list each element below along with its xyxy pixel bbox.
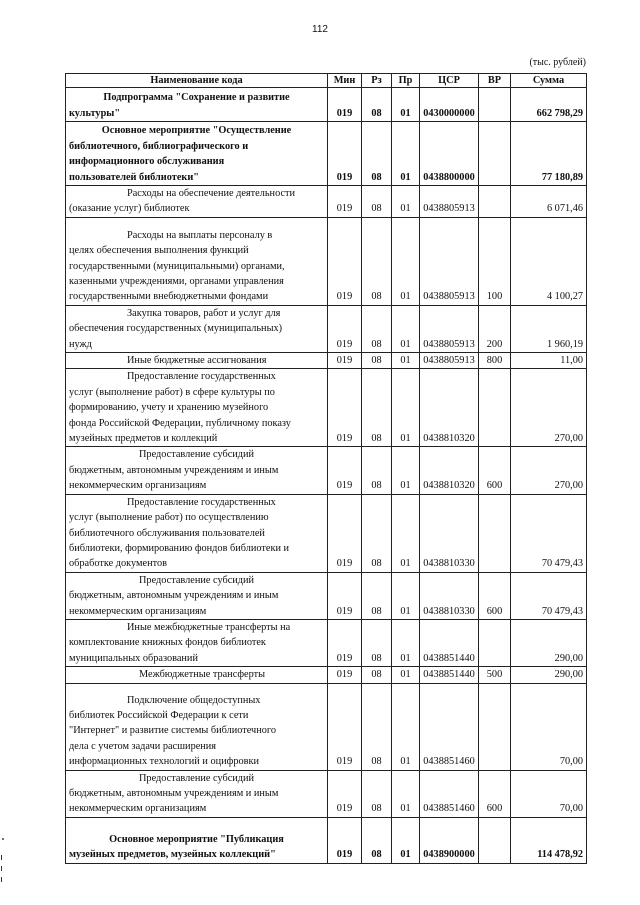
cell-pr: 01 [392,683,420,770]
cell-rz: 08 [362,353,392,369]
row-name [66,572,328,619]
cell-min: 019 [328,353,362,369]
cell-pr: 01 [392,619,420,666]
cell-min: 019 [328,88,362,122]
row-name-line: библиотек Российской Федерации к сети [69,709,249,721]
cell-min: 019 [328,494,362,572]
cell-pr: 01 [392,369,420,447]
row-name [66,494,328,572]
cell-rz: 08 [362,683,392,770]
cell-csr: 0438810330 [420,494,479,572]
cell-csr: 0438805913 [420,305,479,352]
table-row [66,217,587,305]
table-row [66,88,587,122]
cell-min: 019 [328,817,362,863]
cell-csr: 0438810320 [420,369,479,447]
row-name-line: Расходы на обеспечение деятельности [127,188,296,199]
row-name-line: комплектование книжных фондов библиотек [69,637,266,649]
cell-rz: 08 [362,770,392,817]
row-name [66,369,328,447]
cell-vr: 600 [479,770,511,817]
cell-csr: 0438851460 [420,770,479,817]
binding-mark [1,866,2,871]
cell-min: 019 [328,122,362,186]
table-row [66,369,587,447]
cell-sum: 270,00 [511,447,587,494]
budget-table [65,73,587,864]
table-row [66,572,587,619]
cell-pr: 01 [392,572,420,619]
table-row [66,619,587,666]
binding-marks [1,855,5,888]
cell-rz: 08 [362,88,392,122]
cell-rz: 08 [362,369,392,447]
cell-pr: 01 [392,88,420,122]
row-name-line: муниципальных образований [69,652,198,664]
cell-rz: 08 [362,186,392,218]
cell-csr: 0438810320 [420,447,479,494]
cell-rz: 08 [362,122,392,186]
cell-vr [479,369,511,447]
scan-mark [2,838,4,840]
row-name-line: Иные межбюджетные трансферты на [127,621,291,633]
row-name-line: информационного обслуживания [69,156,225,168]
cell-min: 019 [328,447,362,494]
table-row [66,494,587,572]
row-name-line: Иные бюджетные ассигнования [127,355,267,367]
row-name-line: обработке документов [69,558,167,570]
row-name-line: Предоставление государственных [127,496,276,508]
cell-pr: 01 [392,770,420,817]
cell-csr: 0438805913 [420,186,479,218]
table-row [66,353,587,369]
row-name-line: библиотечного обслуживания пользователей [69,527,265,539]
cell-vr [479,122,511,186]
row-name-line: музейных предметов, музейных коллекций" [69,849,276,861]
row-name-line: Предоставление субсидий [139,574,255,586]
header-min: Мин [328,74,362,88]
row-name-line: Расходы на выплаты персоналу в [127,229,273,241]
cell-pr: 01 [392,353,420,369]
row-name-line: услуг (выполнение работ) в сфере культуры по [69,386,275,398]
row-name-line: дела с учетом задачи расширения [69,740,217,752]
row-name [66,217,328,305]
header-csr: ЦСР [420,74,479,88]
row-name-line: библиотеки, формированию фондов библиотеки и [69,542,290,554]
cell-min: 019 [328,186,362,218]
row-name-line: целях обеспечения выполнения функций [69,245,249,257]
cell-sum: 662 798,29 [511,88,587,122]
table-row [66,667,587,683]
cell-pr: 01 [392,305,420,352]
cell-pr: 01 [392,494,420,572]
header-name: Наименование кода [66,74,328,88]
cell-pr: 01 [392,667,420,683]
cell-csr: 0438800000 [420,122,479,186]
row-name-line: (оказание услуг) библиотек [69,203,190,215]
cell-sum: 70,00 [511,683,587,770]
row-name [66,122,328,186]
cell-rz: 08 [362,619,392,666]
row-name-line: бюджетным, автономным учреждениям и иным [69,787,279,799]
cell-rz: 08 [362,494,392,572]
row-name-line: нужд [69,338,92,350]
cell-min: 019 [328,369,362,447]
cell-csr: 0438810330 [420,572,479,619]
binding-mark [1,877,2,882]
cell-min: 019 [328,572,362,619]
cell-vr: 600 [479,572,511,619]
row-name [66,447,328,494]
row-name-line: культуры" [69,107,121,119]
table-row [66,817,587,863]
header-row [66,74,587,88]
row-name-line: Подпрограмма "Сохранение и развитие [103,92,290,104]
row-name-line: "Интернет" и развитие системы библиотечного [69,725,277,737]
cell-rz: 08 [362,217,392,305]
cell-sum: 70,00 [511,770,587,817]
cell-sum: 11,00 [511,353,587,369]
row-name-line: обеспечения государственных (муниципальных) [69,323,283,335]
cell-sum: 6 071,46 [511,186,587,218]
cell-csr: 0430000000 [420,88,479,122]
row-name-line: информационных технологий и оцифровки [69,756,259,768]
header-vr: ВР [479,74,511,88]
row-name-line: некоммерческим организациям [69,803,207,815]
table-row [66,683,587,770]
row-name-line: Предоставление субсидий [139,449,255,461]
row-name-line: формированию, учету и хранению музейного [69,402,269,414]
row-name-line: музейных предметов и коллекций [69,433,218,445]
cell-vr [479,88,511,122]
row-name [66,619,328,666]
cell-vr [479,619,511,666]
row-name-line: некоммерческим организациям [69,480,207,492]
row-name-line: Межбюджетные трансферты [139,669,266,681]
cell-min: 019 [328,217,362,305]
cell-rz: 08 [362,447,392,494]
cell-rz: 08 [362,817,392,863]
cell-sum: 70 479,43 [511,572,587,619]
cell-vr [479,683,511,770]
cell-sum: 114 478,92 [511,817,587,863]
cell-pr: 01 [392,217,420,305]
row-name-line: некоммерческим организациям [69,605,207,617]
row-name-line: бюджетным, автономным учреждениям и иным [69,590,279,602]
cell-sum: 70 479,43 [511,494,587,572]
row-name [66,186,328,218]
cell-csr: 0438900000 [420,817,479,863]
units-label: (тыс. рублей) [529,57,586,68]
table-row [66,447,587,494]
cell-vr [479,186,511,218]
row-name-line: пользователей библиотеки" [69,171,199,183]
cell-vr [479,494,511,572]
header-rz: Рз [362,74,392,88]
row-name-line: казенными учреждениями, органами управления [69,276,284,287]
cell-min: 019 [328,305,362,352]
cell-csr: 0438851460 [420,683,479,770]
row-name-line: Предоставление субсидий [139,772,255,784]
page-number: 112 [312,24,328,35]
cell-pr: 01 [392,186,420,218]
row-name-line: Подключение общедоступных [127,694,261,706]
cell-min: 019 [328,619,362,666]
table-row [66,305,587,352]
row-name-line: государственными (муниципальными) органами, [69,260,285,272]
header-pr: Пр [392,74,420,88]
row-name [66,353,328,369]
row-name-line: бюджетным, автономным учреждениям и иным [69,464,279,476]
cell-rz: 08 [362,667,392,683]
cell-sum: 290,00 [511,619,587,666]
cell-vr: 200 [479,305,511,352]
cell-pr: 01 [392,817,420,863]
cell-rz: 08 [362,572,392,619]
row-name-line: библиотечного, библиографического и [69,140,249,152]
row-name-line: Основное мероприятие "Осуществление [101,125,292,137]
row-name [66,683,328,770]
table-row [66,186,587,218]
cell-vr: 500 [479,667,511,683]
cell-pr: 01 [392,447,420,494]
row-name [66,88,328,122]
binding-mark [1,855,2,860]
row-name-line: Основное мероприятие "Публикация [109,833,284,845]
cell-vr: 600 [479,447,511,494]
table-row [66,122,587,186]
cell-csr: 0438851440 [420,619,479,666]
row-name-line: услуг (выполнение работ) по осуществлению [69,512,269,524]
row-name-line: Предоставление государственных [127,371,276,383]
cell-sum: 270,00 [511,369,587,447]
cell-min: 019 [328,683,362,770]
cell-sum: 290,00 [511,667,587,683]
row-name-line: фонда Российской Федерации, публичному показу [69,417,291,429]
row-name-line: Закупка товаров, работ и услуг для [127,307,281,319]
row-name-line: государственными внебюджетными фондами [69,291,269,303]
cell-sum: 4 100,27 [511,217,587,305]
cell-min: 019 [328,770,362,817]
row-name [66,770,328,817]
row-name [66,305,328,352]
cell-sum: 1 960,19 [511,305,587,352]
row-name [66,667,328,683]
cell-sum: 77 180,89 [511,122,587,186]
cell-vr: 800 [479,353,511,369]
cell-pr: 01 [392,122,420,186]
cell-vr: 100 [479,217,511,305]
table-row [66,770,587,817]
row-name [66,817,328,863]
cell-min: 019 [328,667,362,683]
cell-csr: 0438805913 [420,217,479,305]
header-sum: Сумма [511,74,587,88]
cell-vr [479,817,511,863]
cell-rz: 08 [362,305,392,352]
cell-csr: 0438805913 [420,353,479,369]
cell-csr: 0438851440 [420,667,479,683]
